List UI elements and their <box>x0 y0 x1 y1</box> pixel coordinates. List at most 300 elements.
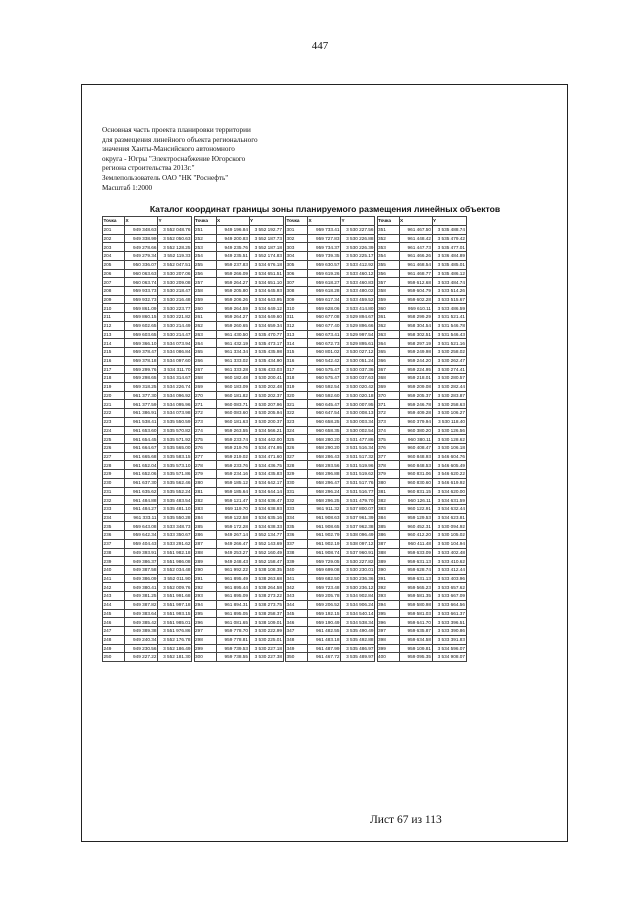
y-coordinate: 3 531 517.32 <box>341 452 375 461</box>
y-coordinate: 3 530 126.56 <box>432 426 466 435</box>
y-coordinate: 3 530 223.77 <box>158 304 192 313</box>
x-coordinate: 959 631.13 <box>399 574 432 583</box>
point-number: 227 <box>103 452 125 461</box>
table-row <box>103 592 467 601</box>
x-coordinate: 959 260.65 <box>216 321 249 330</box>
x-coordinate: 959 603.65 <box>125 330 158 339</box>
x-coordinate: 959 610.11 <box>399 304 432 313</box>
y-coordinate: 3 530 227.82 <box>341 557 375 566</box>
point-number: 292 <box>194 583 216 592</box>
x-coordinate: 959 778.70 <box>216 627 249 636</box>
y-coordinate: 3 552 050.63 <box>158 234 192 243</box>
y-coordinate: 3 552 192.77 <box>249 226 283 235</box>
y-coordinate: 3 530 262.47 <box>432 356 466 365</box>
x-coordinate: 961 333.02 <box>216 356 249 365</box>
x-coordinate: 959 205.80 <box>216 287 249 296</box>
point-number: 384 <box>377 513 399 522</box>
y-coordinate: 3 530 037.36 <box>341 365 375 374</box>
y-coordinate: 3 533 396.51 <box>432 618 466 627</box>
point-header: Точка <box>194 217 216 226</box>
x-coordinate: 961 902.79 <box>308 531 341 540</box>
y-coordinate: 3 533 391.83 <box>432 635 466 644</box>
y-coordinate: 3 537 962.38 <box>341 522 375 531</box>
y-coordinate: 3 538 273.75 <box>249 600 283 609</box>
point-number: 354 <box>377 252 399 261</box>
x-coordinate: 961 653.60 <box>125 426 158 435</box>
table-row <box>103 330 467 339</box>
y-coordinate: 3 534 226.74 <box>158 382 192 391</box>
point-number: 337 <box>286 539 308 548</box>
y-coordinate: 3 534 906.24 <box>341 600 375 609</box>
y-coordinate: 3 534 474.95 <box>249 443 283 452</box>
y-coordinate: 3 530 020.42 <box>341 382 375 391</box>
y-coordinate: 3 535 565.00 <box>158 443 192 452</box>
x-coordinate: 961 487.99 <box>308 644 341 653</box>
point-number: 314 <box>286 339 308 348</box>
point-number: 316 <box>286 356 308 365</box>
point-number: 367 <box>377 365 399 374</box>
y-coordinate: 3 538 264.58 <box>249 583 283 592</box>
y-coordinate: 3 533 480.02 <box>341 287 375 296</box>
x-coordinate: 961 895.09 <box>216 592 249 601</box>
x-coordinate: 961 334.34 <box>216 348 249 357</box>
point-number: 213 <box>103 330 125 339</box>
y-coordinate: 3 535 552.24 <box>158 487 192 496</box>
y-coordinate: 3 535 486.12 <box>432 269 466 278</box>
x-coordinate: 959 378.47 <box>125 348 158 357</box>
point-number: 239 <box>103 557 125 566</box>
point-number: 225 <box>103 435 125 444</box>
y-coordinate: 3 552 047.51 <box>158 260 192 269</box>
y-coordinate: 3 551 986.08 <box>158 557 192 566</box>
y-coordinate: 3 538 108.35 <box>249 566 283 575</box>
point-number: 298 <box>194 635 216 644</box>
x-coordinate: 959 244.20 <box>399 356 432 365</box>
x-coordinate: 959 366.10 <box>125 339 158 348</box>
y-coordinate: 3 534 435.83 <box>249 470 283 479</box>
x-coordinate: 961 895.49 <box>216 574 249 583</box>
y-coordinate: 3 535 486.97 <box>341 644 375 653</box>
table-row <box>103 400 467 409</box>
point-number: 329 <box>286 470 308 479</box>
point-number: 365 <box>377 348 399 357</box>
y-coordinate: 3 535 571.92 <box>158 435 192 444</box>
x-coordinate: 958 304.54 <box>399 321 432 330</box>
point-number: 280 <box>194 478 216 487</box>
x-coordinate: 960 380.20 <box>399 426 432 435</box>
y-coordinate: 3 534 645.93 <box>249 287 283 296</box>
x-coordinate: 959 602.28 <box>399 295 432 304</box>
x-coordinate: 949 348.63 <box>125 226 158 235</box>
x-coordinate: 961 895.05 <box>216 609 249 618</box>
x-coordinate: 959 633.09 <box>399 548 432 557</box>
point-number: 359 <box>377 295 399 304</box>
table-row <box>103 600 467 609</box>
x-coordinate: 959 861.09 <box>125 304 158 313</box>
y-coordinate: 3 534 631.59 <box>432 496 466 505</box>
x-coordinate: 960 848.53 <box>399 461 432 470</box>
y-coordinate: 3 530 202.48 <box>249 382 283 391</box>
x-coordinate: 959 739.53 <box>216 644 249 653</box>
x-coordinate: 959 206.52 <box>308 600 341 609</box>
y-coordinate: 3 551 991.68 <box>158 592 192 601</box>
point-number: 347 <box>286 627 308 636</box>
x-coordinate: 959 565.23 <box>399 583 432 592</box>
point-number: 211 <box>103 313 125 322</box>
y-coordinate: 3 530 007.95 <box>341 400 375 409</box>
y-coordinate: 3 534 635.16 <box>249 513 283 522</box>
point-number: 267 <box>194 365 216 374</box>
y-header: Y <box>249 217 283 226</box>
point-number: 338 <box>286 548 308 557</box>
point-number: 303 <box>286 243 308 252</box>
table-title: Каталог координат границы зоны планируемого размещения линейных объектов <box>149 204 501 214</box>
point-number: 209 <box>103 295 125 304</box>
y-coordinate: 3 551 982.18 <box>158 548 192 557</box>
point-number: 381 <box>377 487 399 496</box>
y-coordinate: 3 530 027.12 <box>341 348 375 357</box>
y-coordinate: 3 534 314.67 <box>158 374 192 383</box>
y-coordinate: 3 534 311.70 <box>158 365 192 374</box>
y-coordinate: 3 535 488.74 <box>432 226 466 235</box>
y-coordinate: 3 533 661.37 <box>432 609 466 618</box>
x-coordinate: 961 482.55 <box>308 627 341 636</box>
x-coordinate: 959 580.98 <box>399 600 432 609</box>
point-number: 315 <box>286 348 308 357</box>
y-coordinate: 3 552 176.78 <box>158 635 192 644</box>
y-coordinate: 3 530 200.37 <box>249 417 283 426</box>
x-coordinate: 959 682.50 <box>308 574 341 583</box>
x-coordinate: 959 119.70 <box>216 505 249 514</box>
point-number: 274 <box>194 426 216 435</box>
point-number: 237 <box>103 539 125 548</box>
x-coordinate: 949 266.47 <box>216 539 249 548</box>
y-coordinate: 3 533 403.96 <box>432 574 466 583</box>
x-coordinate: 959 581.03 <box>399 609 432 618</box>
x-coordinate: 961 333.28 <box>216 365 249 374</box>
point-number: 284 <box>194 513 216 522</box>
point-number: 202 <box>103 234 125 243</box>
x-coordinate: 949 389.38 <box>125 627 158 636</box>
x-coordinate: 960 452.31 <box>399 522 432 531</box>
y-coordinate: 3 534 636.47 <box>249 496 283 505</box>
point-number: 366 <box>377 356 399 365</box>
x-coordinate: 959 263.55 <box>216 426 249 435</box>
table-row <box>103 243 467 252</box>
point-number: 334 <box>286 513 308 522</box>
y-coordinate: 3 531 519.96 <box>341 461 375 470</box>
point-number: 216 <box>103 356 125 365</box>
y-coordinate: 3 538 258.37 <box>249 609 283 618</box>
point-number: 278 <box>194 461 216 470</box>
point-number: 219 <box>103 382 125 391</box>
x-coordinate: 949 200.83 <box>216 234 249 243</box>
y-header: Y <box>341 217 375 226</box>
table-row <box>103 260 467 269</box>
x-header: X <box>399 217 432 226</box>
y-coordinate: 3 530 221.82 <box>158 313 192 322</box>
point-number: 255 <box>194 260 216 269</box>
x-coordinate: 960 592.54 <box>308 382 341 391</box>
x-coordinate: 961 466.26 <box>399 252 432 261</box>
y-coordinate: 3 535 562.46 <box>158 478 192 487</box>
x-coordinate: 959 129.53 <box>399 513 432 522</box>
y-coordinate: 3 530 008.13 <box>341 409 375 418</box>
point-number: 263 <box>194 330 216 339</box>
point-number: 288 <box>194 548 216 557</box>
point-number: 242 <box>103 583 125 592</box>
meta-line: значения Ханты-Мансийского автономного <box>102 145 235 154</box>
point-number: 233 <box>103 505 125 514</box>
y-coordinate: 3 533 390.86 <box>432 627 466 636</box>
x-coordinate: 959 190.49 <box>308 618 341 627</box>
y-coordinate: 3 546 605.49 <box>432 461 466 470</box>
point-number: 328 <box>286 461 308 470</box>
point-number: 389 <box>377 557 399 566</box>
y-coordinate: 3 533 291.62 <box>158 539 192 548</box>
x-coordinate: 960 672.73 <box>308 339 341 348</box>
point-number: 299 <box>194 644 216 653</box>
point-number: 220 <box>103 391 125 400</box>
y-coordinate: 3 535 473.17 <box>249 339 283 348</box>
table-row <box>103 583 467 592</box>
point-number: 308 <box>286 287 308 296</box>
point-number: 309 <box>286 295 308 304</box>
point-number: 285 <box>194 522 216 531</box>
y-coordinate: 3 538 096.49 <box>341 531 375 540</box>
x-coordinate: 959 121.47 <box>216 496 249 505</box>
x-coordinate: 958 296.25 <box>308 496 341 505</box>
point-number: 330 <box>286 478 308 487</box>
x-coordinate: 959 932.73 <box>125 295 158 304</box>
x-coordinate: 959 172.28 <box>216 522 249 531</box>
point-number: 272 <box>194 409 216 418</box>
point-number: 373 <box>377 417 399 426</box>
x-coordinate: 960 575.47 <box>308 365 341 374</box>
point-number: 256 <box>194 269 216 278</box>
x-coordinate: 959 264.59 <box>216 304 249 313</box>
y-coordinate: 3 546 620.22 <box>432 470 466 479</box>
y-coordinate: 3 533 515.67 <box>432 295 466 304</box>
y-coordinate: 3 530 227.38 <box>249 653 283 662</box>
y-coordinate: 3 531 546.43 <box>432 330 466 339</box>
table-row <box>103 505 467 514</box>
point-number: 282 <box>194 496 216 505</box>
point-number: 391 <box>377 574 399 583</box>
table-row <box>103 374 467 383</box>
point-number: 251 <box>194 226 216 235</box>
point-number: 269 <box>194 382 216 391</box>
point-number: 248 <box>103 635 125 644</box>
y-coordinate: 3 535 550.28 <box>158 513 192 522</box>
point-number: 388 <box>377 548 399 557</box>
point-number: 258 <box>194 287 216 296</box>
point-number: 276 <box>194 443 216 452</box>
y-coordinate: 3 534 659.34 <box>249 321 283 330</box>
x-coordinate: 961 377.30 <box>125 391 158 400</box>
y-coordinate: 3 538 109.01 <box>249 618 283 627</box>
meta-line: региона строительства 2013г." <box>102 164 195 173</box>
x-coordinate: 958 293.56 <box>308 461 341 470</box>
point-number: 383 <box>377 505 399 514</box>
point-number: 392 <box>377 583 399 592</box>
point-number: 265 <box>194 348 216 357</box>
y-coordinate: 3 529 896.66 <box>341 321 375 330</box>
point-number: 261 <box>194 313 216 322</box>
point-number: 364 <box>377 339 399 348</box>
y-coordinate: 3 534 073.94 <box>158 339 192 348</box>
x-coordinate: 960 412.20 <box>399 531 432 540</box>
y-coordinate: 3 531 521.16 <box>432 339 466 348</box>
x-coordinate: 959 219.76 <box>216 443 249 452</box>
y-coordinate: 3 530 236.36 <box>341 574 375 583</box>
y-coordinate: 3 546 604.76 <box>432 452 466 461</box>
x-coordinate: 961 637.30 <box>125 478 158 487</box>
x-coordinate: 949 383.64 <box>125 609 158 618</box>
point-header: Точка <box>103 217 125 226</box>
x-coordinate: 961 992.22 <box>216 566 249 575</box>
y-coordinate: 3 534 643.95 <box>249 295 283 304</box>
x-coordinate: 959 109.81 <box>399 644 432 653</box>
point-number: 342 <box>286 583 308 592</box>
point-number: 318 <box>286 374 308 383</box>
x-coordinate: 960 830.60 <box>399 478 432 487</box>
x-coordinate: 949 248.43 <box>216 557 249 566</box>
x-coordinate: 958 296.24 <box>308 487 341 496</box>
x-coordinate: 949 393.91 <box>125 548 158 557</box>
point-number: 369 <box>377 382 399 391</box>
point-number: 289 <box>194 557 216 566</box>
x-coordinate: 959 318.25 <box>125 382 158 391</box>
x-coordinate: 959 249.98 <box>399 348 432 357</box>
x-coordinate: 961 468.77 <box>399 269 432 278</box>
y-coordinate: 3 530 225.17 <box>341 252 375 261</box>
y-coordinate: 3 530 106.18 <box>432 443 466 452</box>
point-number: 356 <box>377 269 399 278</box>
x-coordinate: 961 447.73 <box>399 243 432 252</box>
x-coordinate: 949 230.56 <box>125 644 158 653</box>
y-coordinate: 3 531 546.78 <box>432 321 466 330</box>
table-row <box>103 234 467 243</box>
x-coordinate: 959 630.57 <box>308 260 341 269</box>
y-coordinate: 3 530 274.41 <box>432 365 466 374</box>
y-coordinate: 3 546 619.92 <box>432 478 466 487</box>
y-coordinate: 3 536 433.03 <box>249 365 283 374</box>
x-coordinate: 961 483.18 <box>308 635 341 644</box>
point-number: 277 <box>194 452 216 461</box>
y-coordinate: 3 534 632.44 <box>432 505 466 514</box>
x-coordinate: 958 302.51 <box>399 330 432 339</box>
table-row <box>103 566 467 575</box>
y-coordinate: 3 535 435.98 <box>249 348 283 357</box>
point-number: 345 <box>286 609 308 618</box>
point-number: 331 <box>286 487 308 496</box>
y-coordinate: 3 538 273.22 <box>249 592 283 601</box>
x-coordinate: 960 673.41 <box>308 330 341 339</box>
x-coordinate: 959 234.16 <box>216 470 249 479</box>
x-coordinate: 959 095.35 <box>399 653 432 662</box>
y-coordinate: 3 530 226.39 <box>341 243 375 252</box>
x-coordinate: 949 253.27 <box>216 548 249 557</box>
point-number: 240 <box>103 566 125 575</box>
point-number: 368 <box>377 374 399 383</box>
table-row <box>103 644 467 653</box>
x-coordinate: 960 063.74 <box>125 278 158 287</box>
x-coordinate: 961 635.62 <box>125 487 158 496</box>
point-number: 376 <box>377 443 399 452</box>
y-coordinate: 3 534 095.96 <box>158 400 192 409</box>
point-number: 203 <box>103 243 125 252</box>
x-coordinate: 958 280.20 <box>308 435 341 444</box>
y-coordinate: 3 552 174.83 <box>249 252 283 261</box>
point-number: 262 <box>194 321 216 330</box>
x-coordinate: 961 432.19 <box>216 339 249 348</box>
y-coordinate: 3 534 096.92 <box>158 391 192 400</box>
point-number: 363 <box>377 330 399 339</box>
x-coordinate: 959 299.76 <box>125 365 158 374</box>
y-coordinate: 3 530 106.27 <box>432 409 466 418</box>
table-row <box>103 435 467 444</box>
y-coordinate: 3 533 459.52 <box>341 295 375 304</box>
x-coordinate: 961 894.31 <box>216 600 249 609</box>
point-number: 324 <box>286 426 308 435</box>
x-coordinate: 959 733.41 <box>308 226 341 235</box>
point-number: 312 <box>286 321 308 330</box>
y-coordinate: 3 533 460.12 <box>341 269 375 278</box>
y-coordinate: 3 530 216.48 <box>158 295 192 304</box>
table-row <box>103 356 467 365</box>
y-coordinate: 3 530 280.57 <box>432 374 466 383</box>
y-coordinate: 3 552 119.33 <box>158 252 192 261</box>
x-coordinate: 959 617.34 <box>308 295 341 304</box>
y-coordinate: 3 533 412.92 <box>341 260 375 269</box>
y-coordinate: 3 530 128.62 <box>432 435 466 444</box>
meta-line: округа - Югры "Электроснабжение Югорского <box>102 154 246 163</box>
table-row <box>103 313 467 322</box>
y-coordinate: 3 533 460.83 <box>341 278 375 287</box>
x-coordinate: 959 237.83 <box>216 260 249 269</box>
point-number: 297 <box>194 627 216 636</box>
point-number: 370 <box>377 391 399 400</box>
point-number: 287 <box>194 539 216 548</box>
x-coordinate: 961 908.63 <box>308 513 341 522</box>
point-number: 210 <box>103 304 125 313</box>
point-number: 286 <box>194 531 216 540</box>
y-coordinate: 3 529 895.61 <box>341 339 375 348</box>
x-coordinate: 961 911.32 <box>308 505 341 514</box>
x-coordinate: 960 182.48 <box>216 374 249 383</box>
x-coordinate: 949 240.34 <box>125 635 158 644</box>
point-number: 279 <box>194 470 216 479</box>
x-coordinate: 960 592.60 <box>308 391 341 400</box>
x-coordinate: 959 233.74 <box>216 435 249 444</box>
point-number: 226 <box>103 443 125 452</box>
y-coordinate: 3 530 225.01 <box>249 635 283 644</box>
point-number: 257 <box>194 278 216 287</box>
y-coordinate: 3 533 348.73 <box>158 522 192 531</box>
point-number: 336 <box>286 531 308 540</box>
x-coordinate: 960 645.47 <box>308 400 341 409</box>
point-number: 250 <box>103 653 125 662</box>
x-coordinate: 960 411.48 <box>399 539 432 548</box>
point-number: 291 <box>194 574 216 583</box>
y-coordinate: 3 531 516.34 <box>341 443 375 452</box>
x-coordinate: 959 612.68 <box>399 278 432 287</box>
x-coordinate: 961 467.50 <box>399 226 432 235</box>
point-number: 362 <box>377 321 399 330</box>
x-coordinate: 959 192.15 <box>308 609 341 618</box>
y-coordinate: 3 535 470.77 <box>249 330 283 339</box>
